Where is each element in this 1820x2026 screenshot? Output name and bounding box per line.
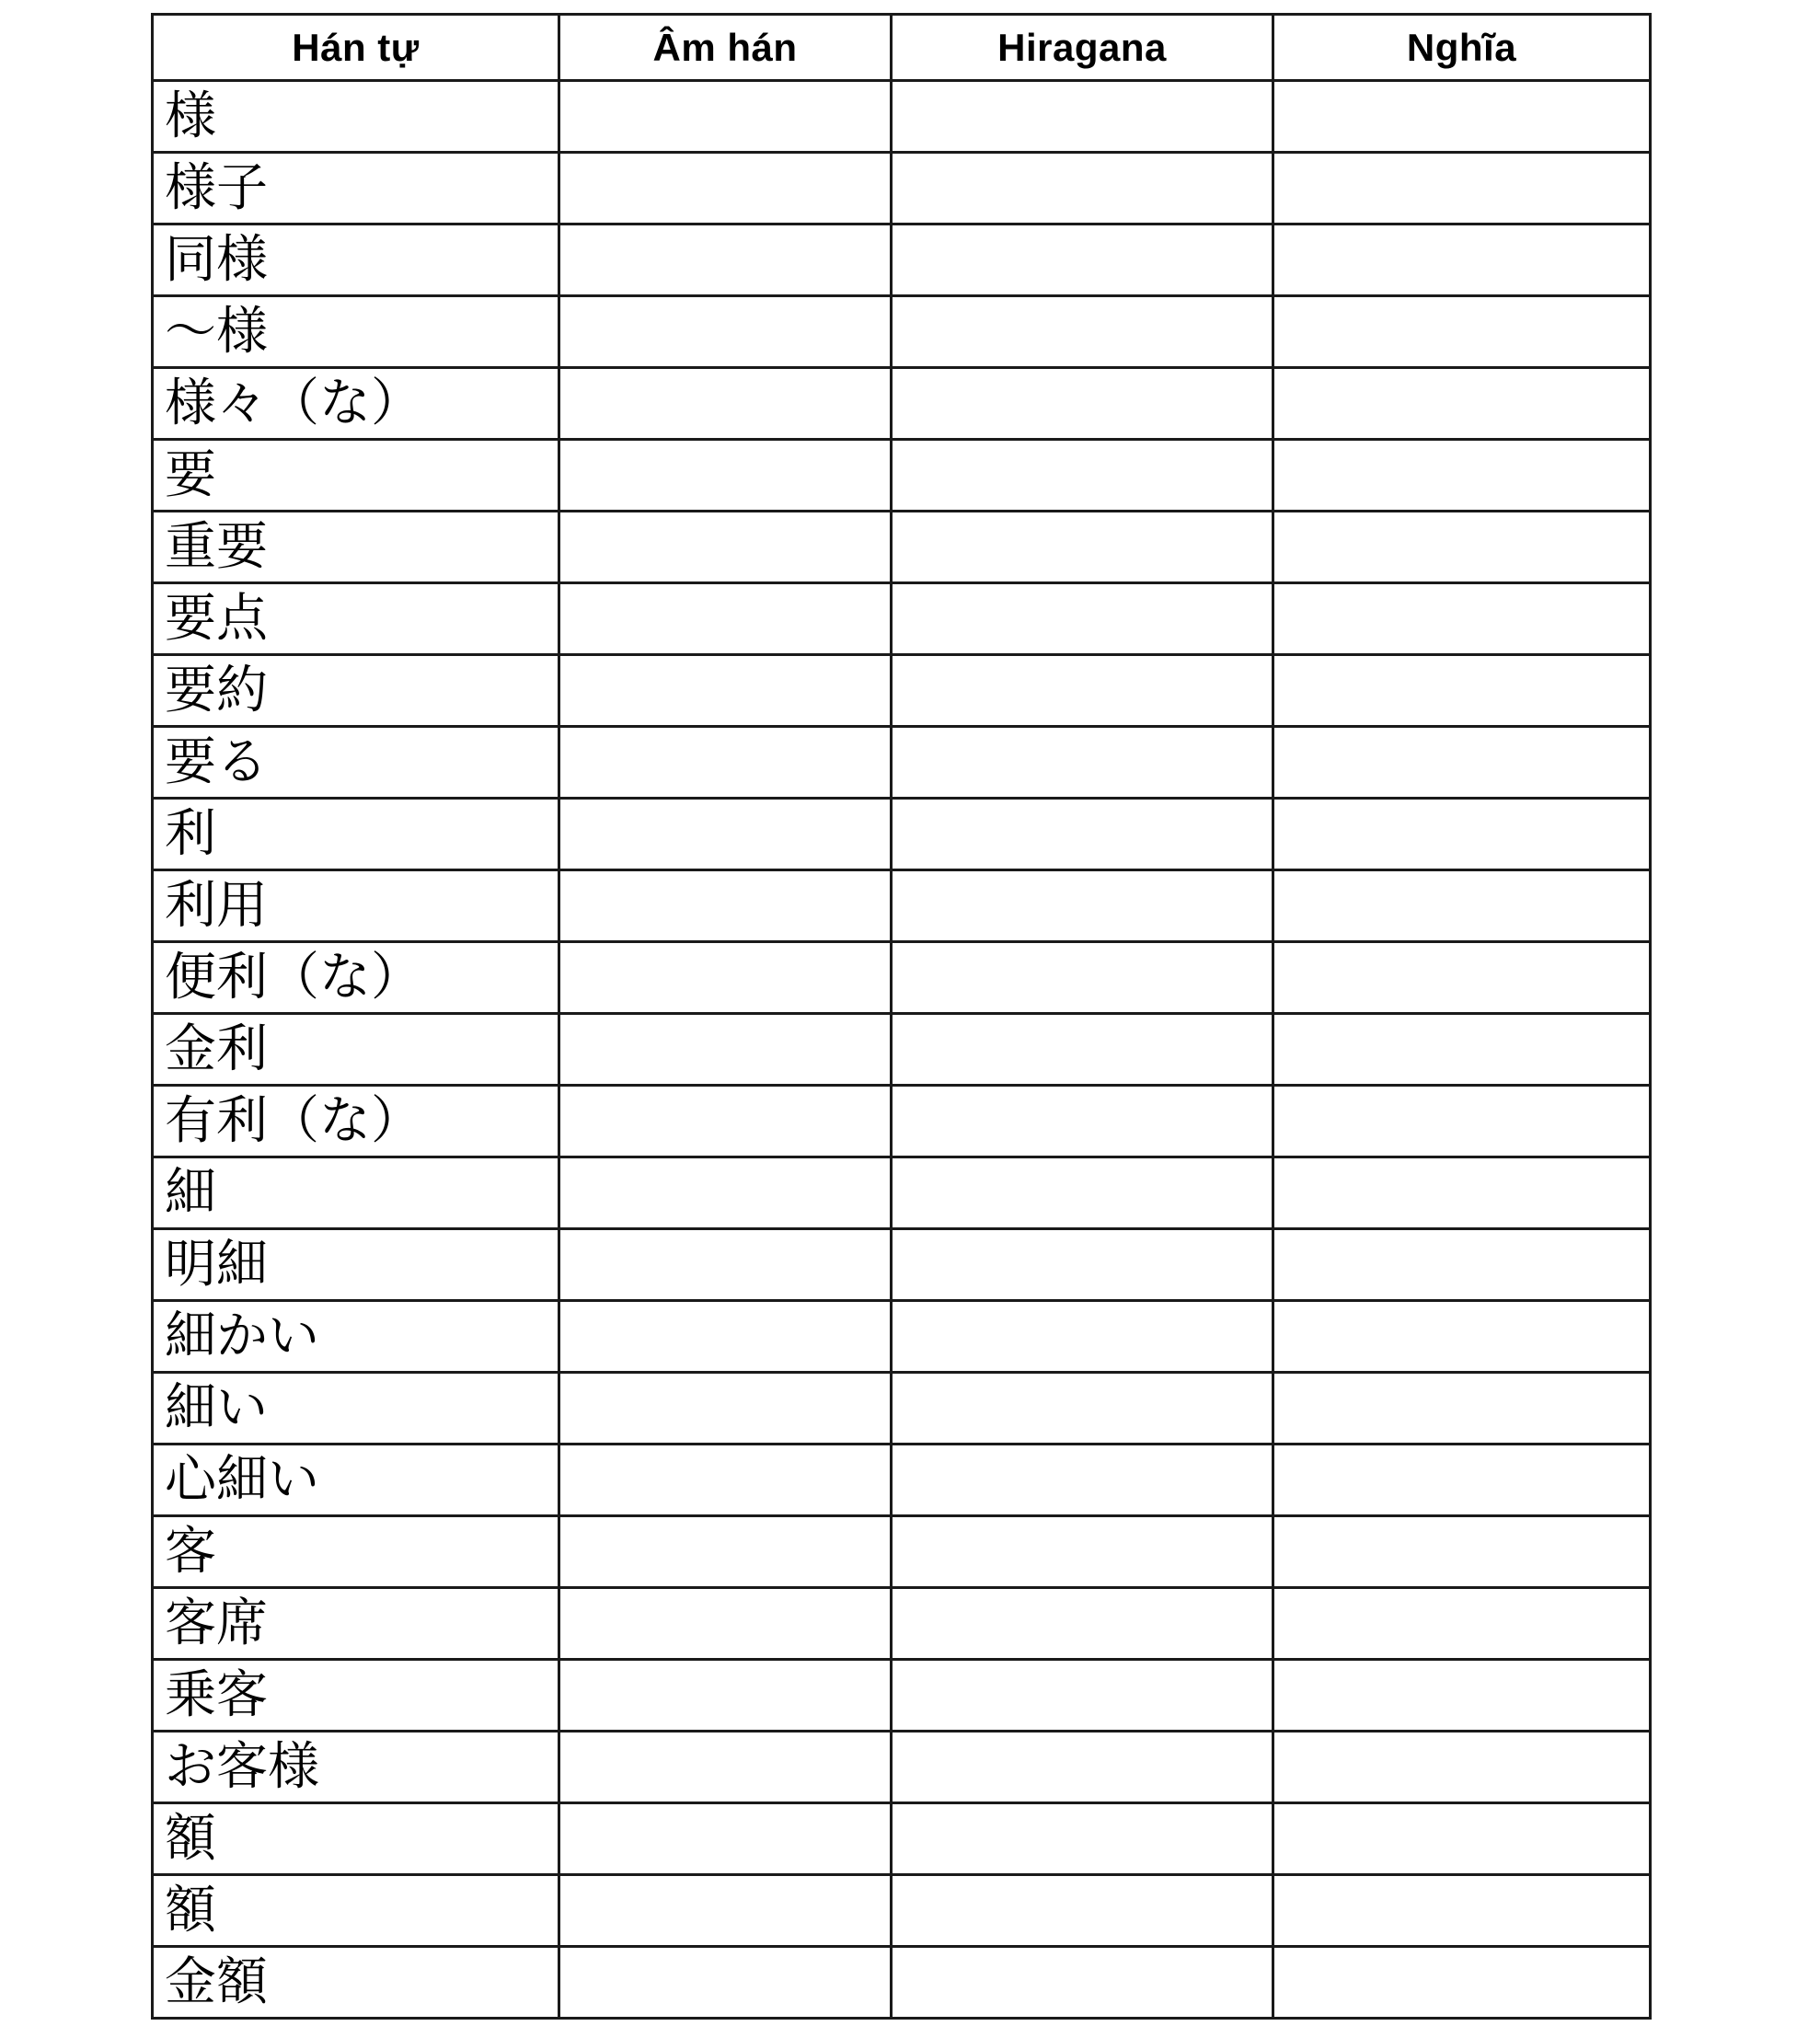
kanji-cell: 額	[153, 1875, 559, 1947]
kanji-cell: 額	[153, 1803, 559, 1875]
am-han-cell	[559, 1516, 892, 1588]
nghia-cell	[1273, 440, 1651, 512]
am-han-cell	[559, 1086, 892, 1157]
kanji-cell: 細	[153, 1157, 559, 1229]
table-row	[153, 1660, 1651, 1732]
am-han-cell	[559, 368, 892, 440]
kanji-cell: 要る	[153, 727, 559, 799]
hiragana-cell	[892, 942, 1273, 1014]
hiragana-cell	[892, 368, 1273, 440]
kanji-cell: 便利（な）	[153, 942, 559, 1014]
table-row	[153, 296, 1651, 368]
hiragana-cell	[892, 81, 1273, 153]
hiragana-cell	[892, 1947, 1273, 2019]
table-row	[153, 1157, 1651, 1229]
am-han-cell	[559, 296, 892, 368]
nghia-cell	[1273, 1875, 1651, 1947]
hiragana-cell	[892, 1229, 1273, 1301]
am-han-cell	[559, 727, 892, 799]
nghia-cell	[1273, 727, 1651, 799]
hiragana-cell	[892, 1803, 1273, 1875]
am-han-cell	[559, 1947, 892, 2019]
nghia-cell	[1273, 942, 1651, 1014]
nghia-cell	[1273, 1588, 1651, 1660]
kanji-cell: 要	[153, 440, 559, 512]
table-body	[153, 81, 1651, 2019]
nghia-cell	[1273, 870, 1651, 942]
vocabulary-table	[151, 13, 1652, 2020]
am-han-cell	[559, 440, 892, 512]
kanji-cell: 利	[153, 799, 559, 870]
kanji-cell: 金額	[153, 1947, 559, 2019]
am-han-cell	[559, 1588, 892, 1660]
am-han-cell	[559, 1803, 892, 1875]
nghia-cell	[1273, 81, 1651, 153]
hiragana-cell	[892, 1588, 1273, 1660]
am-han-cell	[559, 512, 892, 583]
header-row	[153, 15, 1651, 81]
am-han-cell	[559, 870, 892, 942]
table-row	[153, 799, 1651, 870]
hiragana-cell	[892, 296, 1273, 368]
table-row	[153, 1803, 1651, 1875]
nghia-cell	[1273, 1516, 1651, 1588]
am-han-cell	[559, 1373, 892, 1445]
hiragana-cell	[892, 727, 1273, 799]
table-row	[153, 1516, 1651, 1588]
hiragana-cell	[892, 1660, 1273, 1732]
nghia-cell	[1273, 1660, 1651, 1732]
hiragana-cell	[892, 1157, 1273, 1229]
table-row	[153, 1373, 1651, 1445]
nghia-cell	[1273, 799, 1651, 870]
kanji-cell: 要点	[153, 583, 559, 655]
am-han-cell	[559, 153, 892, 224]
nghia-cell	[1273, 1732, 1651, 1803]
table-row	[153, 1086, 1651, 1157]
table-row	[153, 440, 1651, 512]
hiragana-cell	[892, 870, 1273, 942]
table-row	[153, 1301, 1651, 1373]
table-row	[153, 1445, 1651, 1516]
header-hiragana: Hiragana	[892, 15, 1273, 81]
am-han-cell	[559, 655, 892, 727]
nghia-cell	[1273, 1086, 1651, 1157]
nghia-cell	[1273, 296, 1651, 368]
am-han-cell	[559, 1445, 892, 1516]
nghia-cell	[1273, 1157, 1651, 1229]
table-row	[153, 870, 1651, 942]
nghia-cell	[1273, 1445, 1651, 1516]
nghia-cell	[1273, 368, 1651, 440]
kanji-cell: 細かい	[153, 1301, 559, 1373]
kanji-cell: 様々（な）	[153, 368, 559, 440]
hiragana-cell	[892, 655, 1273, 727]
hiragana-cell	[892, 1086, 1273, 1157]
hiragana-cell	[892, 440, 1273, 512]
nghia-cell	[1273, 1947, 1651, 2019]
am-han-cell	[559, 1301, 892, 1373]
table-row	[153, 512, 1651, 583]
hiragana-cell	[892, 1301, 1273, 1373]
am-han-cell	[559, 1014, 892, 1086]
kanji-cell: 心細い	[153, 1445, 559, 1516]
kanji-cell: 有利（な）	[153, 1086, 559, 1157]
nghia-cell	[1273, 1229, 1651, 1301]
am-han-cell	[559, 81, 892, 153]
table-row	[153, 583, 1651, 655]
table-row	[153, 942, 1651, 1014]
hiragana-cell	[892, 1445, 1273, 1516]
am-han-cell	[559, 583, 892, 655]
kanji-cell: 利用	[153, 870, 559, 942]
nghia-cell	[1273, 512, 1651, 583]
hiragana-cell	[892, 1516, 1273, 1588]
hiragana-cell	[892, 224, 1273, 296]
table-row	[153, 655, 1651, 727]
nghia-cell	[1273, 655, 1651, 727]
table-row	[153, 727, 1651, 799]
header-han-tu: Hán tự	[153, 15, 559, 81]
header-am-han: Âm hán	[559, 15, 892, 81]
kanji-cell: 重要	[153, 512, 559, 583]
nghia-cell	[1273, 1014, 1651, 1086]
table-header	[153, 15, 1651, 81]
nghia-cell	[1273, 153, 1651, 224]
table-row	[153, 1229, 1651, 1301]
kanji-cell: 同様	[153, 224, 559, 296]
hiragana-cell	[892, 583, 1273, 655]
kanji-cell: 金利	[153, 1014, 559, 1086]
table-row	[153, 1588, 1651, 1660]
nghia-cell	[1273, 1803, 1651, 1875]
table-row	[153, 368, 1651, 440]
kanji-cell: 要約	[153, 655, 559, 727]
table-row	[153, 153, 1651, 224]
kanji-cell: 明細	[153, 1229, 559, 1301]
kanji-cell: 乗客	[153, 1660, 559, 1732]
table-row	[153, 1014, 1651, 1086]
kanji-cell: 細い	[153, 1373, 559, 1445]
hiragana-cell	[892, 1373, 1273, 1445]
kanji-cell: 客	[153, 1516, 559, 1588]
am-han-cell	[559, 1229, 892, 1301]
table-row	[153, 1875, 1651, 1947]
nghia-cell	[1273, 224, 1651, 296]
hiragana-cell	[892, 1014, 1273, 1086]
am-han-cell	[559, 1660, 892, 1732]
am-han-cell	[559, 1157, 892, 1229]
nghia-cell	[1273, 583, 1651, 655]
nghia-cell	[1273, 1373, 1651, 1445]
hiragana-cell	[892, 1875, 1273, 1947]
am-han-cell	[559, 799, 892, 870]
am-han-cell	[559, 1875, 892, 1947]
kanji-cell: 様子	[153, 153, 559, 224]
am-han-cell	[559, 1732, 892, 1803]
kanji-cell: 客席	[153, 1588, 559, 1660]
hiragana-cell	[892, 1732, 1273, 1803]
kanji-cell: お客様	[153, 1732, 559, 1803]
kanji-cell: 様	[153, 81, 559, 153]
hiragana-cell	[892, 799, 1273, 870]
hiragana-cell	[892, 153, 1273, 224]
table-row	[153, 81, 1651, 153]
am-han-cell	[559, 224, 892, 296]
table-row	[153, 1732, 1651, 1803]
kanji-cell: ～様	[153, 296, 559, 368]
am-han-cell	[559, 942, 892, 1014]
hiragana-cell	[892, 512, 1273, 583]
table-row	[153, 224, 1651, 296]
header-nghia: Nghĩa	[1273, 15, 1651, 81]
nghia-cell	[1273, 1301, 1651, 1373]
table-row	[153, 1947, 1651, 2019]
